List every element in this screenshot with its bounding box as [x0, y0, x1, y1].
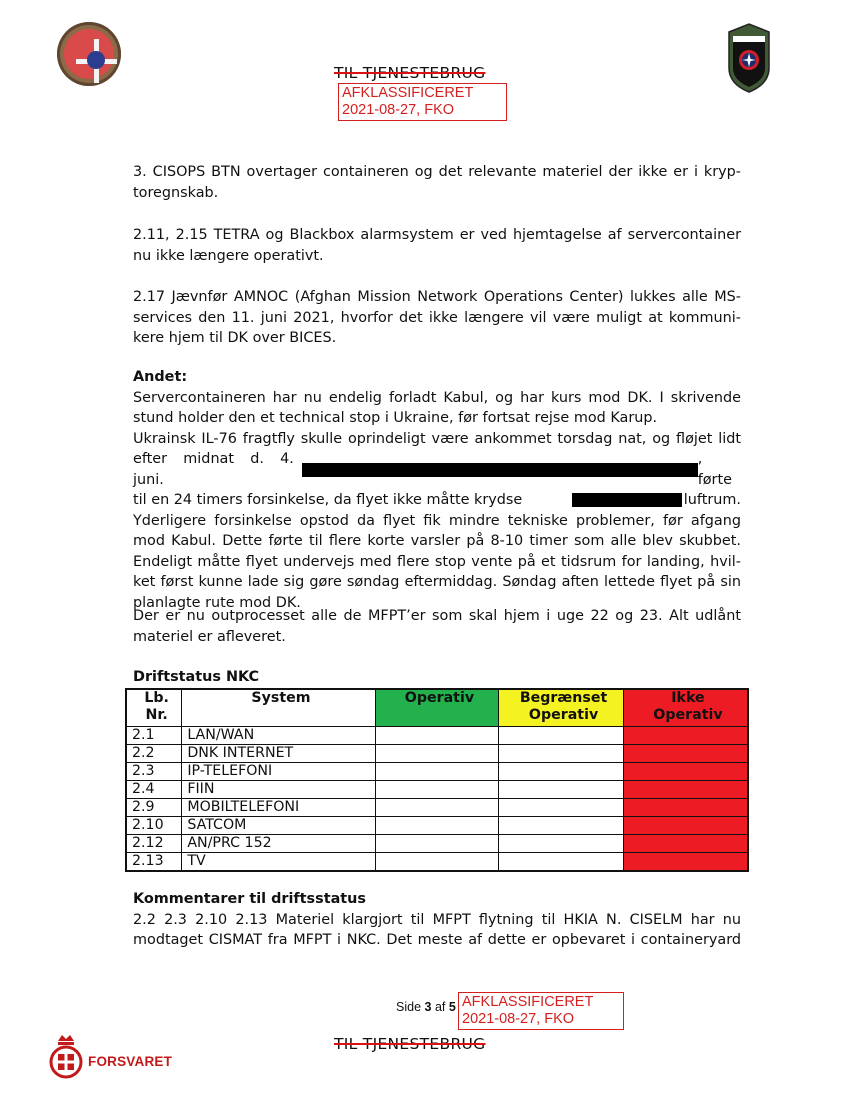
declassification-stamp-header [338, 83, 507, 121]
table-row [126, 835, 748, 853]
text-line: toregnskab. [133, 184, 219, 201]
classification-header: TIL TJENESTEBRUG [334, 64, 486, 82]
cell-ikke-operativ [623, 799, 748, 817]
cell-system: SATCOM [182, 817, 375, 835]
table-row [126, 727, 748, 745]
cell-ikke-operativ [623, 763, 748, 781]
header-text: Lb. [144, 690, 169, 706]
text-line: 2.2 2.3 2.10 2.13 Materiel klargjort til MFPT flytning til HKIA N. CISELM har nu [133, 911, 741, 928]
cell-nr: 2.9 [126, 799, 182, 817]
table-row [126, 817, 748, 835]
text-fragment: til en 24 timers forsinkelse, da flyet ikke måtte krydse [133, 492, 523, 508]
table-row [126, 781, 748, 799]
col-header-begraenset [499, 689, 624, 727]
cell-system: FIIN [182, 781, 375, 799]
col-header-lb [126, 689, 182, 727]
cell-begraenset [499, 799, 624, 817]
text-line: mod Kabul. Dette førte til flere korte varsler på 8-10 timer som alle blev skubbet. [133, 533, 741, 549]
section-kommentarer [133, 889, 741, 951]
text-line-redacted [133, 449, 741, 490]
text-line: 3. CISOPS BTN overtager containeren og det relevante materiel der ikke er i kryp- [133, 164, 741, 180]
cell-nr: 2.4 [126, 781, 182, 799]
cell-ikke-operativ [623, 817, 748, 835]
header-text: Begrænset [519, 690, 608, 706]
cell-system: AN/PRC 152 [182, 835, 375, 853]
total-pages: 5 [448, 1000, 456, 1014]
cell-operativ [375, 835, 499, 853]
cell-system: TV [182, 853, 375, 872]
text-line: Der er nu outprocesset alle de MFPT’er som skal hjem i uge 22 og 23. Alt udlånt [133, 608, 741, 624]
text-line: services den 11. juni 2021, hvorfor det ikke længere vil være muligt at kommuni- [133, 309, 741, 326]
text-line: stund holder den et technical stop i Ukraine, før fortsat rejse mod Karup. [133, 410, 658, 426]
paragraph-outprocess [133, 606, 741, 647]
text-fragment: efter midnat d. 4. juni. [133, 451, 294, 488]
cell-ikke-operativ [623, 835, 748, 853]
text-line: Servercontaineren har nu endelig forladt Kabul, og har kurs mod DK. I skrivende [133, 389, 741, 406]
section-heading-andet: Andet: [133, 369, 188, 385]
cell-nr: 2.1 [126, 727, 182, 745]
cell-ikke-operativ [623, 745, 748, 763]
header-text: Nr. [145, 707, 168, 723]
text-line: kere hjem til DK over BICES. [133, 330, 337, 346]
cell-operativ [375, 817, 499, 835]
cell-begraenset [499, 781, 624, 799]
text-line: ket først kunne lade sig gøre søndag eftermiddag. Søndag aften lettede flyet på sin [133, 574, 741, 590]
table-row [126, 799, 748, 817]
cell-begraenset [499, 745, 624, 763]
cisops-logo [57, 22, 121, 86]
cell-nr: 2.13 [126, 853, 182, 872]
text-line: materiel er afleveret. [133, 628, 286, 645]
section-andet [133, 367, 741, 613]
table-row [126, 763, 748, 781]
cell-begraenset [499, 817, 624, 835]
page-number [396, 1000, 456, 1014]
table-header-row [126, 689, 748, 727]
text-line: modtaget CISMAT fra MFPT i NKC. Det meste af dette er opbevaret i containeryard [133, 932, 741, 948]
resolute-support-patch-icon [725, 22, 773, 94]
cell-operativ [375, 745, 499, 763]
cell-nr: 2.2 [126, 745, 182, 763]
table-row [126, 745, 748, 763]
cell-ikke-operativ [623, 727, 748, 745]
text-line: 2.17 Jævnfør AMNOC (Afghan Mission Network Operations Center) lukkes alle MS- [133, 289, 741, 305]
cell-operativ [375, 853, 499, 872]
col-header-system [182, 689, 375, 727]
cell-begraenset [499, 835, 624, 853]
cell-operativ [375, 763, 499, 781]
driftstatus-heading: Driftstatus NKC [133, 669, 260, 685]
col-header-operativ [375, 689, 499, 727]
declass-label: AFKLASSIFICERET [342, 85, 474, 101]
text-line-redacted [133, 490, 741, 511]
text-line: 2.11, 2.15 TETRA og Blackbox alarmsystem er ved hjemtagelse af servercontainer [133, 227, 741, 243]
classification-footer: TIL TJENESTEBRUG [334, 1035, 486, 1053]
paragraph-tetra [133, 225, 741, 266]
cell-ikke-operativ [623, 781, 748, 799]
cell-begraenset [499, 727, 624, 745]
forsvaret-brand: FORSVARET [88, 1054, 173, 1069]
cell-system: MOBILTELEFONI [182, 799, 375, 817]
cell-nr: 2.3 [126, 763, 182, 781]
cell-nr: 2.12 [126, 835, 182, 853]
header-text: Operativ [653, 707, 723, 723]
cell-system: LAN/WAN [182, 727, 375, 745]
redaction-bar [572, 493, 682, 507]
text-line: Endeligt måtte flyet undervejs med flere stop vente på et tidsrum for landing, hvil- [133, 553, 741, 570]
current-page: 3 [424, 1000, 432, 1014]
cell-nr: 2.10 [126, 817, 182, 835]
cell-ikke-operativ [623, 853, 748, 872]
cell-operativ [375, 727, 499, 745]
paragraph-3 [133, 162, 741, 203]
header-text: Operativ [528, 707, 599, 723]
text-line: nu ikke længere operativt. [133, 247, 324, 264]
cell-begraenset [499, 763, 624, 781]
declassification-stamp-footer [458, 992, 624, 1030]
cell-begraenset [499, 853, 624, 872]
header-text: Operativ [404, 690, 475, 706]
redaction-bar [302, 463, 698, 477]
header-text: Ikke [671, 690, 705, 706]
of-label: af [434, 1000, 446, 1014]
cell-system: DNK INTERNET [182, 745, 375, 763]
forsvaret-crown-icon [48, 1033, 84, 1079]
cell-system: IP-TELEFONI [182, 763, 375, 781]
page-label: Side [396, 1000, 422, 1014]
text-fragment: , førte [697, 451, 732, 488]
table-row [126, 853, 748, 872]
text-line: Ukrainsk IL-76 fragtfly skulle oprindeligt være ankommet torsdag nat, og fløjet lidt [133, 430, 741, 447]
declass-date: 2021-08-27, FKO [462, 1011, 575, 1027]
cell-operativ [375, 799, 499, 817]
paragraph-amnoc [133, 287, 741, 349]
driftstatus-table [125, 688, 749, 872]
header-text: System [251, 690, 311, 706]
section-heading-kommentarer: Kommentarer til driftsstatus [133, 891, 366, 907]
cisops-logo-field [64, 29, 114, 79]
text-fragment: luftrum. [683, 492, 741, 508]
text-line: Yderligere forsinkelse opstod da flyet fik mindre tekniske problemer, før afgang [133, 512, 741, 529]
cell-operativ [375, 781, 499, 799]
declass-label: AFKLASSIFICERET [462, 994, 594, 1010]
declass-date: 2021-08-27, FKO [342, 102, 455, 118]
text-line: planlagte rute mod DK. [133, 594, 301, 611]
col-header-ikke-operativ [623, 689, 748, 727]
